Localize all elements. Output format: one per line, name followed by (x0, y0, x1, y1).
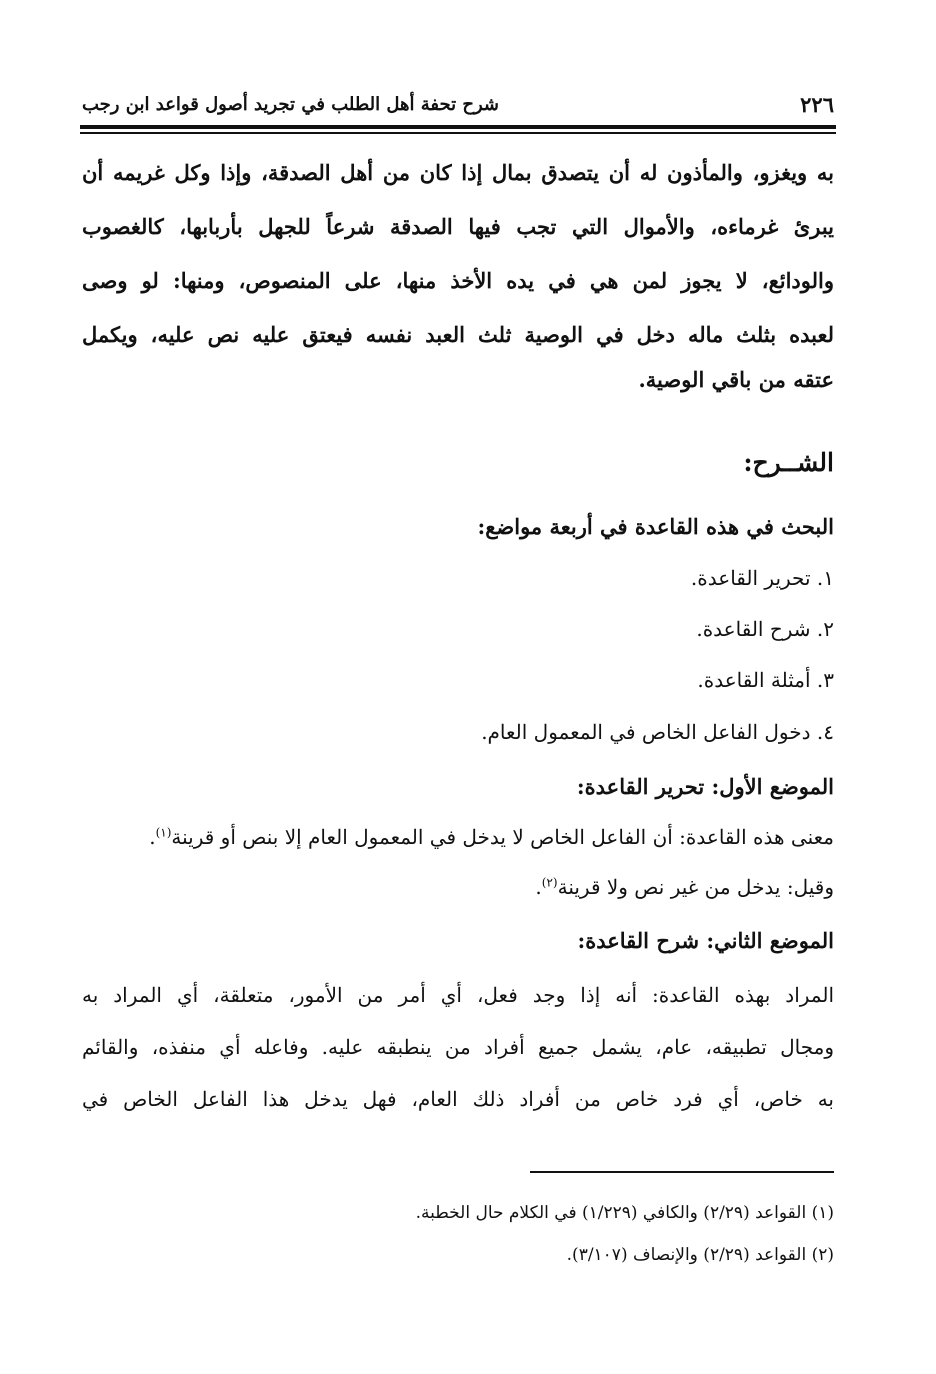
page-header (82, 92, 834, 122)
alternate-view-text: وقيل: يدخل من غير نص ولا قرينة (557, 875, 834, 899)
paragraph-line: ومجال تطبيقه، عام، يشمل جميع أفراد من ينطبقه عليه. وفاعله أي منفذه، والقائم (82, 1035, 834, 1059)
footnote: (١) القواعد (٢/٢٩) والكافي (١/٢٢٩) في الكلام حال الخطبة. (415, 1203, 834, 1223)
header-rule (80, 125, 836, 129)
footnote: (٢) القواعد (٢/٢٩) والإنصاف (٣/١٠٧). (566, 1245, 834, 1265)
header-rule-thin (80, 132, 836, 134)
matn-line: يبرئ غرماءه، والأموال التي تجب فيها الصدقة شرعاً للجهل بأربابها، كالغصوب (82, 214, 834, 239)
footnote-ref: (١) (155, 825, 172, 840)
list-item: ٣. أمثلة القاعدة. (697, 668, 834, 692)
matn-line: والودائع، لا يجوز لمن هي في يده الأخذ منها، على المنصوص، ومنها: لو وصى (82, 268, 834, 293)
list-item: ٢. شرح القاعدة. (696, 617, 834, 641)
matn-line: عتقه من باقي الوصية. (638, 367, 834, 392)
definition-text: معنى هذه القاعدة: أن الفاعل الخاص لا يدخل في المعمول العام إلا بنص أو قرينة (171, 825, 834, 849)
paragraph-line (535, 875, 834, 899)
page-number: ٢٢٦ (800, 92, 834, 117)
footnote-ref: (٢) (541, 875, 558, 890)
matn-line: به ويغزو، والمأذون له أن يتصدق بمال إذا كان من أهل الصدقة، وإذا وكل غريمه أن (82, 160, 834, 185)
footnote-divider (530, 1171, 834, 1173)
paragraph-line: المراد بهذه القاعدة: أنه إذا وجد فعل، أي أمر من الأمور، متعلقة، أي المراد به (82, 983, 834, 1007)
list-item: ٤. دخول الفاعل الخاص في المعمول العام. (481, 720, 834, 744)
section-heading: الموضع الأول: تحرير القاعدة: (576, 774, 834, 799)
section-heading: الموضع الثاني: شرح القاعدة: (577, 928, 834, 953)
running-title: شرح تحفة أهل الطلب في تجريد أصول قواعد ابن رجب (82, 94, 500, 115)
list-item: ١. تحرير القاعدة. (690, 566, 834, 590)
sharh-heading: الشــرح: (743, 448, 834, 477)
paragraph-line (149, 825, 834, 849)
matn-line: لعبده بثلث ماله دخل في الوصية ثلث العبد نفسه فيعتق عليه نص عليه، ويكمل (82, 322, 834, 347)
sharh-intro: البحث في هذه القاعدة في أربعة مواضع: (477, 514, 834, 539)
punctuation: . (149, 825, 156, 849)
paragraph-line: به خاص، أي فرد خاص من أفراد ذلك العام، فهل يدخل هذا الفاعل الخاص في (82, 1087, 834, 1111)
punctuation: . (535, 875, 542, 899)
